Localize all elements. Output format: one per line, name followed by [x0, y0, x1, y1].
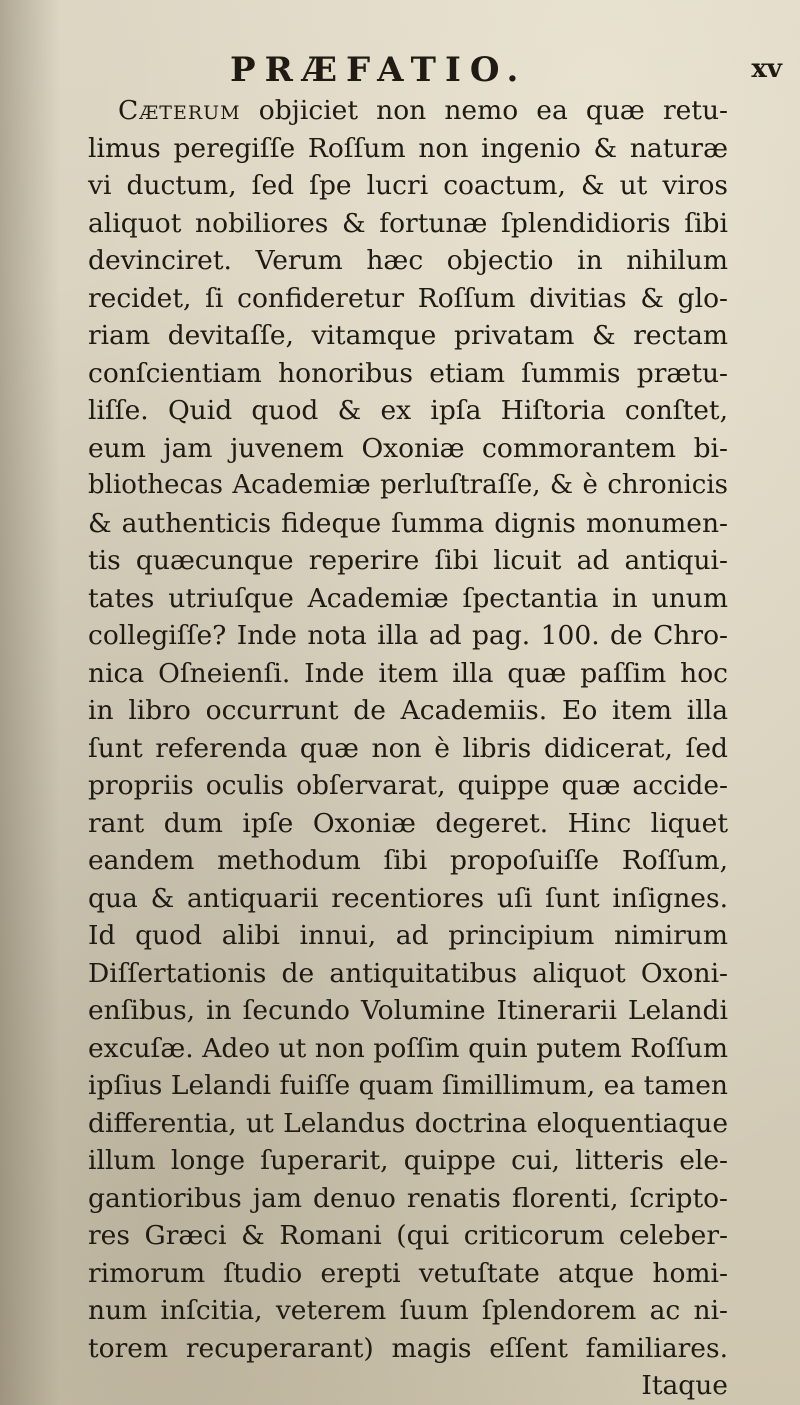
text-line: bliothecas Academiæ perluſtraſſe, & è chronicis — [88, 470, 728, 500]
text-line: recidet, ſi confideretur Roſſum divitias & glo- — [88, 282, 728, 314]
text-line: nica Oſneienſi. Inde item illa quæ paſſim hoc — [88, 657, 728, 689]
running-title: PRÆFATIO. — [230, 50, 528, 90]
text-line: num inſcitia, veterem ſuum ſplendorem ac ni- — [88, 1295, 728, 1326]
text-line: ipſius Lelandi fuiſſe quam ſimillimum, ea tamen — [88, 1070, 728, 1101]
catchword: Itaque — [641, 1370, 728, 1401]
main-text — [88, 92, 728, 1405]
lead-word: Cæterum — [118, 95, 241, 126]
text-line: Diſſertationis de antiquitatibus aliquot Oxoni- — [88, 957, 728, 989]
text-line: excuſæ. Adeo ut non poſſim quin putem Roſſum — [88, 1032, 728, 1064]
text-line: eandem methodum ſibi propoſuiſſe Roſſum, — [88, 845, 728, 876]
page-number: xv — [751, 54, 782, 84]
text-line: conſcientiam honoribus etiam ſummis prætu- — [88, 357, 728, 389]
text-line: differentia, ut Lelandus doctrina eloquentiaque — [88, 1107, 728, 1139]
text-line: enſibus, in ſecundo Volumine Itinerarii Lelandi — [88, 995, 728, 1026]
text-line-1 — [88, 92, 728, 130]
text-line: in libro occurrunt de Academiis. Eo item illa — [88, 695, 728, 726]
first-line-rest: objiciet non nemo ea quæ retu- — [258, 95, 728, 126]
text-line: illum longe ſuperarit, quippe cui, litteris ele- — [88, 1145, 728, 1176]
text-line: tis quæcunque reperire ſibi licuit ad antiqui- — [88, 545, 728, 576]
text-line: torem recuperarant) magis eſſent familiares. — [88, 1332, 728, 1364]
text-line: propriis oculis obſervarat, quippe quæ accide- — [88, 770, 728, 801]
text-line: aliquot nobiliores & fortunæ ſplendidioris ſibi — [88, 207, 728, 239]
text-line: rimorum ſtudio erepti vetuſtate atque homi- — [88, 1257, 728, 1289]
text-line: Id quod alibi innui, ad principium nimirum — [88, 920, 728, 951]
text-line: tates utriuſque Academiæ ſpectantia in unum — [88, 582, 728, 614]
text-line: ſunt referenda quæ non è libris didicerat, ſed — [88, 732, 728, 764]
text-line: eum jam juvenem Oxoniæ commorantem bi- — [88, 432, 728, 464]
text-line: res Græci & Romani (qui criticorum celeber- — [88, 1220, 728, 1251]
text-line: rant dum ipſe Oxoniæ degeret. Hinc liquet — [88, 807, 728, 839]
text-line: collegiſſe? Inde nota illa ad pag. 100. de Chro- — [88, 620, 728, 651]
text-line: gantioribus jam denuo renatis florenti, ſcripto- — [88, 1182, 728, 1214]
binding-gutter-shadow — [0, 0, 60, 1405]
text-line: liſſe. Quid quod & ex ipſa Hiſtoria conſtet, — [88, 395, 728, 426]
text-line: limus peregiſſe Roſſum non ingenio & naturæ — [88, 132, 728, 164]
text-line: qua & antiquarii recentiores uſi ſunt inſignes. — [88, 882, 728, 914]
text-line: devinciret. Verum hæc objectio in nihilum — [88, 245, 728, 276]
text-line: vi ductum, ſed ſpe lucri coactum, & ut viros — [88, 170, 728, 201]
text-line: riam devitaſſe, vitamque privatam & rectam — [88, 320, 728, 351]
text-line: & authenticis fideque ſumma dignis monumen- — [88, 507, 728, 539]
